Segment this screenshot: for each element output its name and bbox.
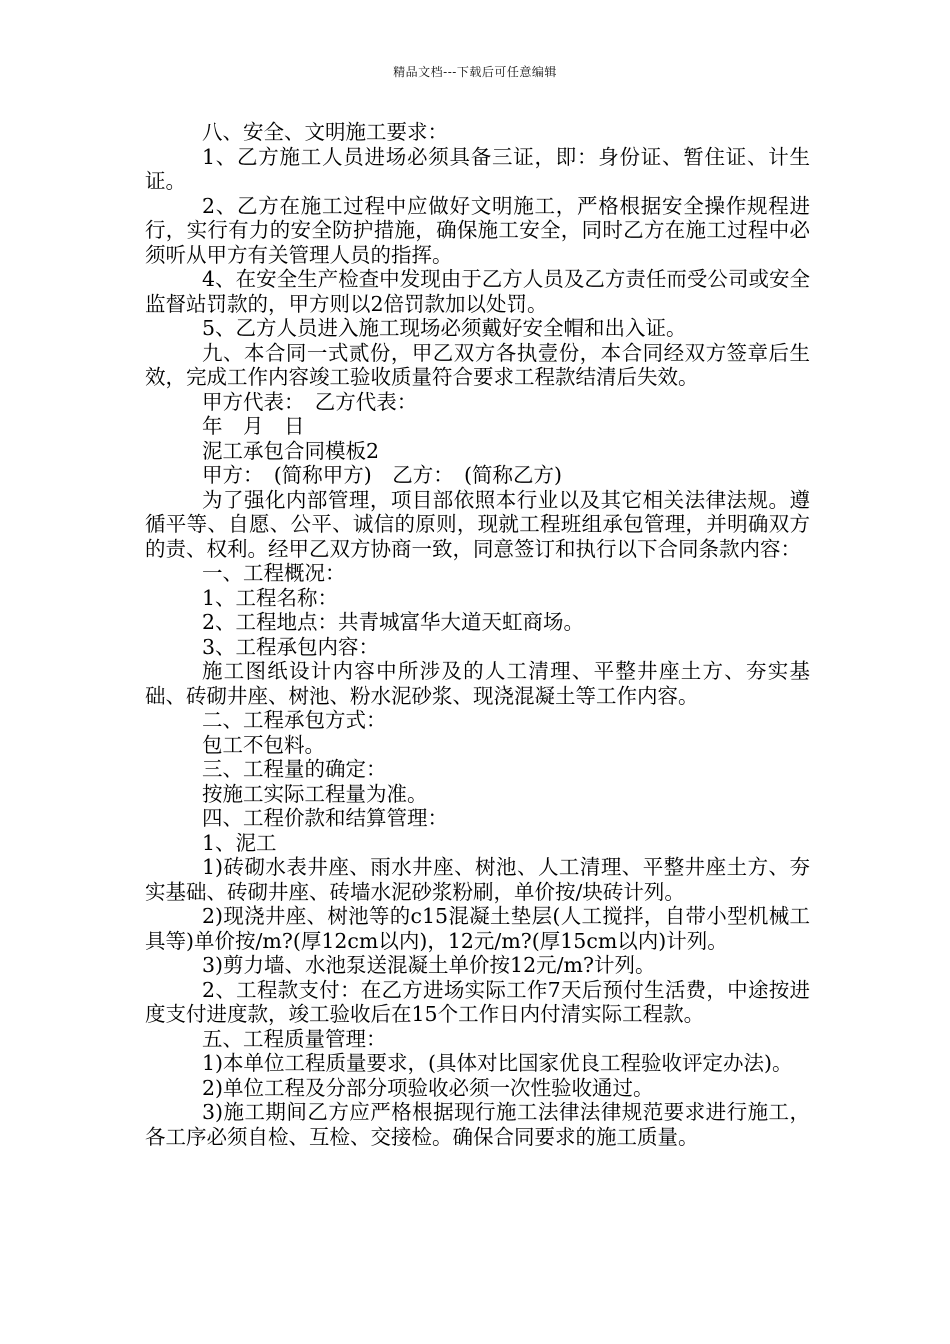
clause-paragraph: 1、乙方施工人员进场必须具备三证，即：身份证、暂住证、计生证。 xyxy=(145,144,810,193)
clause-paragraph: 2、工程地点：共青城富华大道天虹商场。 xyxy=(202,610,585,634)
signature-line: 甲方代表： 乙方代表： xyxy=(202,389,418,414)
section-heading: 四、工程价款和结算管理： xyxy=(202,806,448,830)
section-heading: 二、工程承包方式： xyxy=(202,708,387,732)
clause-paragraph: 施工图纸设计内容中所涉及的人工清理、平整井座土方、夯实基础、砖砌井座、树池、粉水泥砂浆、现浇混凝土等工作内容。 xyxy=(145,659,810,708)
date-line: 年 月 日 xyxy=(202,414,305,438)
preamble-paragraph: 为了强化内部管理，项目部依照本行业以及其它相关法律法规。遵循平等、自愿、公平、诚信的原则，现就工程班组承包管理，并明确双方的责、权利。经甲乙双方协商一致，同意签订和执行以下合同条款内容： xyxy=(145,487,810,561)
clause-paragraph: 1、泥工 xyxy=(202,830,277,855)
clause-paragraph: 1)砖砌水表井座、雨水井座、树池、人工清理、平整井座土方、夯实基础、砖砌井座、砖墙水泥砂浆粉刷，单价按/块砖计列。 xyxy=(145,855,810,904)
clause-paragraph: 5、乙方人员进入施工现场必须戴好安全帽和出入证。 xyxy=(202,316,687,340)
document-title: 泥工承包合同模板2 xyxy=(202,438,380,463)
clause-paragraph: 3)剪力墙、水池泵送混凝土单价按12元/m?计列。 xyxy=(202,953,656,977)
clause-paragraph: 4、在安全生产检查中发现由于乙方人员及乙方责任而受公司或安全监督站罚款的，甲方则以2倍罚款加以处罚。 xyxy=(145,267,810,316)
document-body xyxy=(145,120,810,1149)
clause-paragraph: 1、工程名称： xyxy=(202,585,339,610)
clause-paragraph: 包工不包料。 xyxy=(202,732,325,757)
clause-paragraph: 九、本合同一式贰份，甲乙双方各执壹份，本合同经双方签章后生效，完成工作内容竣工验收质量符合要求工程款结清后失效。 xyxy=(145,340,810,389)
section-heading: 五、工程质量管理： xyxy=(202,1026,387,1051)
parties-line: 甲方： (简称甲方) 乙方： (简称乙方) xyxy=(202,463,562,487)
clause-paragraph: 2)单位工程及分部分项验收必须一次性验收通过。 xyxy=(202,1075,654,1100)
clause-paragraph: 按施工实际工程量为准。 xyxy=(202,781,428,806)
clause-paragraph: 2、乙方在施工过程中应做好文明施工，严格根据安全操作规程进行，实行有力的安全防护措施，确保施工安全，同时乙方在施工过程中必须听从甲方有关管理人员的指挥。 xyxy=(145,193,810,267)
clause-paragraph: 2、工程款支付：在乙方进场实际工作7天后预付生活费，中途按进度支付进度款，竣工验收后在15个工作日内付清实际工程款。 xyxy=(145,977,810,1026)
page-header: 精品文档---下载后可任意编辑 xyxy=(393,65,557,79)
clause-paragraph: 2)现浇井座、树池等的c15混凝土垫层(人工搅拌，自带小型机械工具等)单价按/m?(厚12cm以内)，12元/m?(厚15cm以内)计列。 xyxy=(145,904,810,953)
clause-paragraph: 3)施工期间乙方应严格根据现行施工法律法律规范要求进行施工，各工序必须自检、互检、交接检。确保合同要求的施工质量。 xyxy=(145,1100,810,1149)
section-heading-safety: 八、安全、文明施工要求： xyxy=(202,120,448,144)
clause-paragraph: 1)本单位工程质量要求，(具体对比国家优良工程验收评定办法)。 xyxy=(202,1051,793,1075)
section-heading: 一、工程概况： xyxy=(202,561,346,585)
clause-paragraph: 3、工程承包内容： xyxy=(202,634,380,659)
section-heading: 三、工程量的确定： xyxy=(202,757,387,781)
